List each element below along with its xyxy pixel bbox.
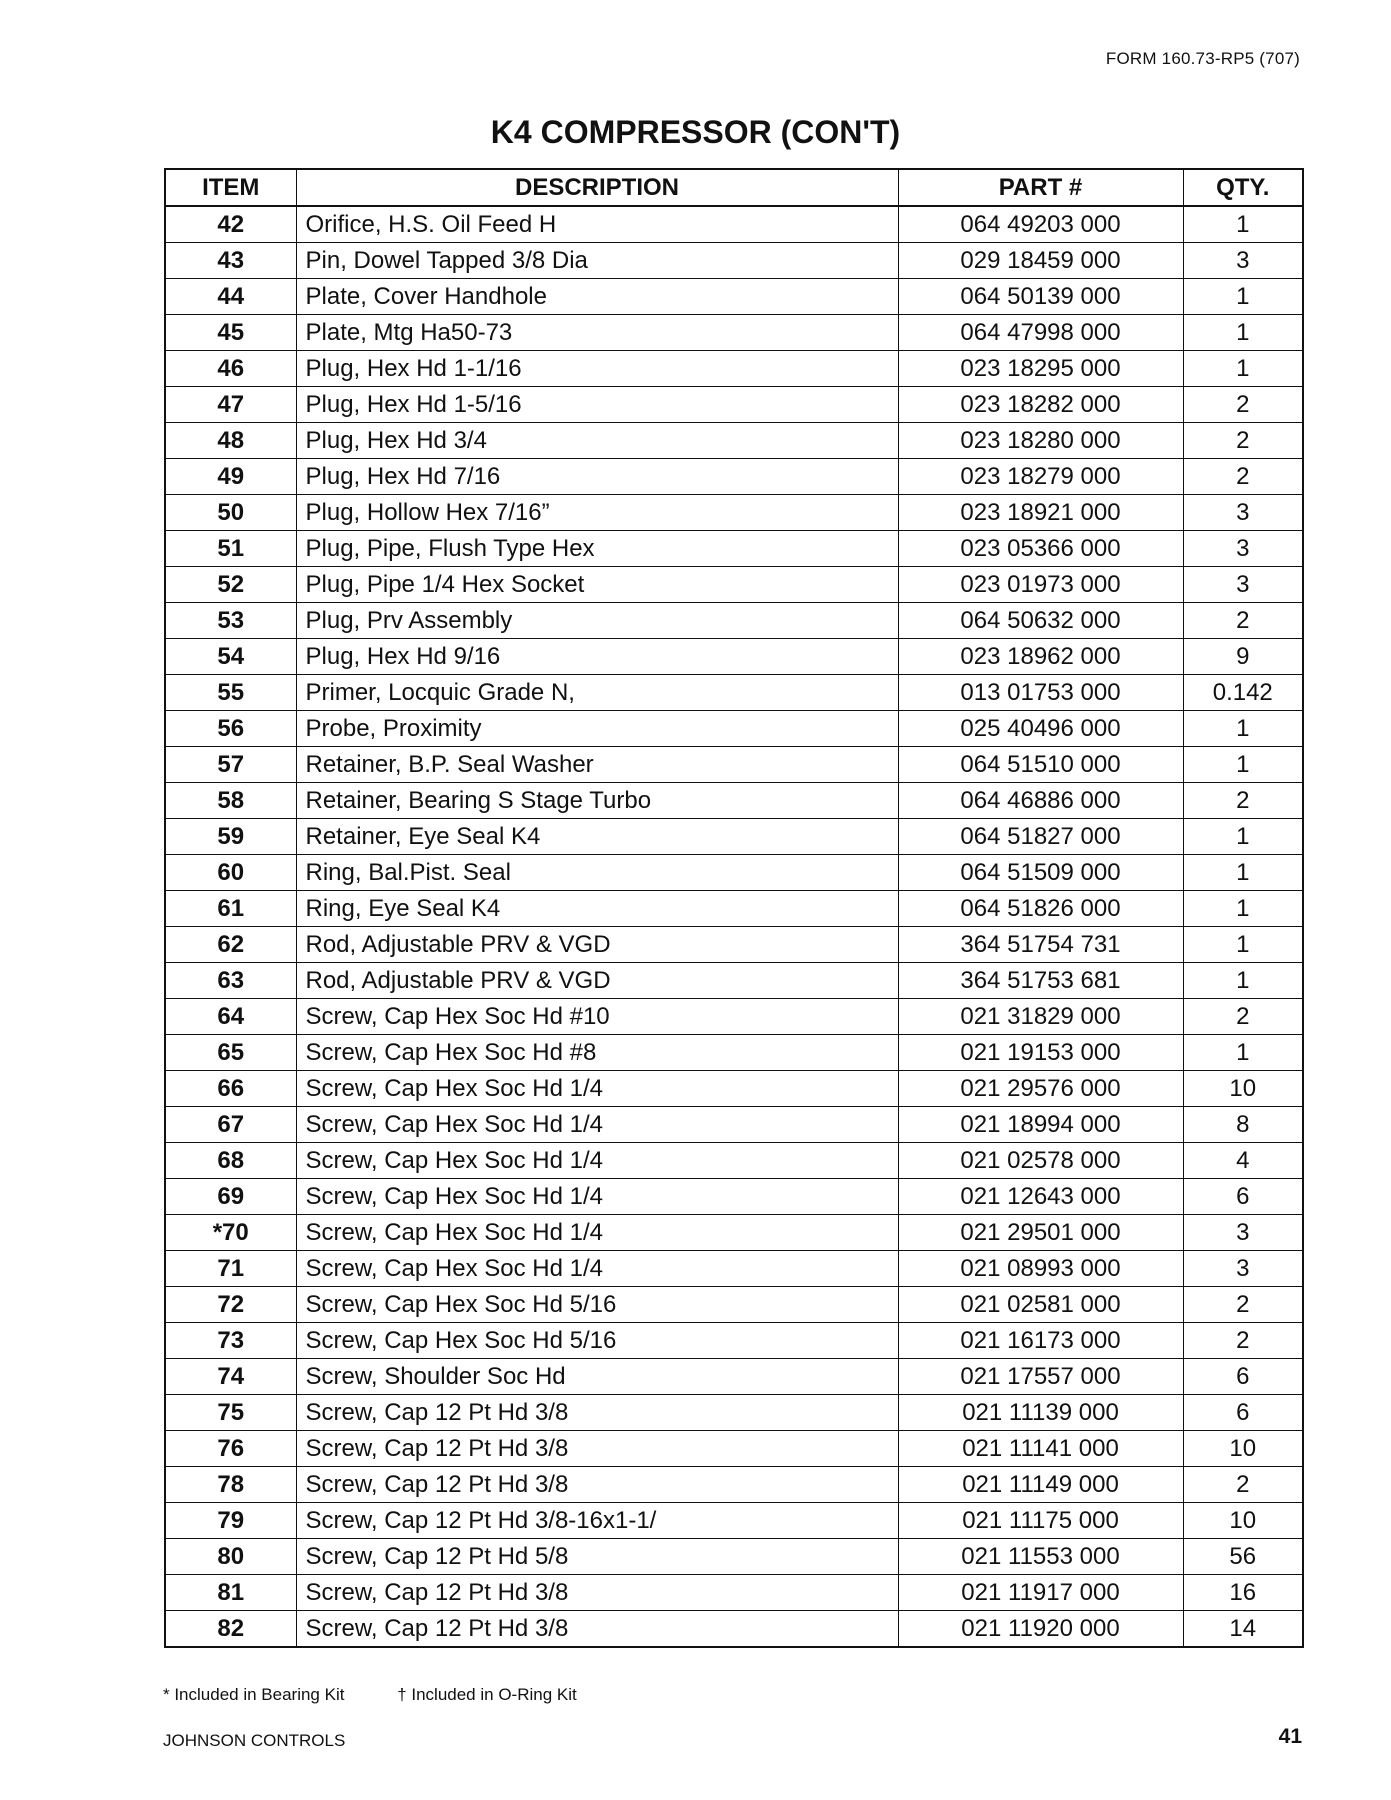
description-cell: Screw, Cap Hex Soc Hd 5/16: [296, 1287, 898, 1323]
part-number-cell: 023 18280 000: [898, 423, 1183, 459]
part-number-cell: 021 11139 000: [898, 1395, 1183, 1431]
item-number-cell: 69: [165, 1179, 296, 1215]
quantity-cell: 6: [1183, 1179, 1303, 1215]
item-number-cell: 80: [165, 1539, 296, 1575]
part-number-cell: 021 31829 000: [898, 999, 1183, 1035]
page-number: 41: [1278, 1725, 1302, 1748]
description-cell: Screw, Cap Hex Soc Hd #10: [296, 999, 898, 1035]
description-cell: Screw, Cap Hex Soc Hd 1/4: [296, 1071, 898, 1107]
quantity-cell: 16: [1183, 1575, 1303, 1611]
quantity-cell: 2: [1183, 783, 1303, 819]
item-number-cell: 51: [165, 531, 296, 567]
item-number-cell: 78: [165, 1467, 296, 1503]
part-number-cell: 021 11141 000: [898, 1431, 1183, 1467]
part-number-cell: 364 51754 731: [898, 927, 1183, 963]
table-row: [165, 891, 1303, 927]
table-row: [165, 999, 1303, 1035]
quantity-cell: 1: [1183, 1035, 1303, 1071]
quantity-cell: 10: [1183, 1071, 1303, 1107]
description-cell: Orifice, H.S. Oil Feed H: [296, 206, 898, 243]
item-number-cell: 57: [165, 747, 296, 783]
column-header-part-number: PART #: [898, 169, 1183, 206]
item-number-cell: 60: [165, 855, 296, 891]
footnote-oring-kit: † Included in O-Ring Kit: [397, 1685, 577, 1704]
item-number-cell: 76: [165, 1431, 296, 1467]
quantity-cell: 3: [1183, 495, 1303, 531]
part-number-cell: 064 51827 000: [898, 819, 1183, 855]
part-number-cell: 064 50139 000: [898, 279, 1183, 315]
table-row: [165, 567, 1303, 603]
table-row: [165, 1503, 1303, 1539]
part-number-cell: 064 51510 000: [898, 747, 1183, 783]
quantity-cell: 2: [1183, 1323, 1303, 1359]
description-cell: Plate, Cover Handhole: [296, 279, 898, 315]
part-number-cell: 023 18962 000: [898, 639, 1183, 675]
description-cell: Primer, Locquic Grade N,: [296, 675, 898, 711]
description-cell: Screw, Cap 12 Pt Hd 3/8: [296, 1431, 898, 1467]
part-number-cell: 064 46886 000: [898, 783, 1183, 819]
table-row: [165, 1215, 1303, 1251]
footer-company: JOHNSON CONTROLS: [163, 1731, 346, 1750]
table-row: [165, 1323, 1303, 1359]
description-cell: Retainer, Bearing S Stage Turbo: [296, 783, 898, 819]
part-number-cell: 021 16173 000: [898, 1323, 1183, 1359]
table-row: [165, 747, 1303, 783]
item-number-cell: 66: [165, 1071, 296, 1107]
part-number-cell: 021 11920 000: [898, 1611, 1183, 1648]
description-cell: Plug, Pipe 1/4 Hex Socket: [296, 567, 898, 603]
table-row: [165, 963, 1303, 999]
description-cell: Plug, Hex Hd 1-1/16: [296, 351, 898, 387]
part-number-cell: 023 18279 000: [898, 459, 1183, 495]
footnote-bearing-kit: * Included in Bearing Kit: [163, 1685, 345, 1704]
item-number-cell: 54: [165, 639, 296, 675]
table-row: [165, 1467, 1303, 1503]
description-cell: Screw, Cap 12 Pt Hd 3/8: [296, 1467, 898, 1503]
description-cell: Probe, Proximity: [296, 711, 898, 747]
table-row: [165, 423, 1303, 459]
table-row: [165, 206, 1303, 243]
description-cell: Screw, Cap 12 Pt Hd 3/8: [296, 1611, 898, 1648]
quantity-cell: 2: [1183, 999, 1303, 1035]
item-number-cell: 79: [165, 1503, 296, 1539]
item-number-cell: 55: [165, 675, 296, 711]
description-cell: Plug, Hex Hd 9/16: [296, 639, 898, 675]
quantity-cell: 2: [1183, 603, 1303, 639]
description-cell: Plug, Hex Hd 3/4: [296, 423, 898, 459]
quantity-cell: 1: [1183, 927, 1303, 963]
description-cell: Plug, Pipe, Flush Type Hex: [296, 531, 898, 567]
table-row: [165, 351, 1303, 387]
table-row: [165, 711, 1303, 747]
quantity-cell: 3: [1183, 1251, 1303, 1287]
description-cell: Screw, Shoulder Soc Hd: [296, 1359, 898, 1395]
part-number-cell: 021 02578 000: [898, 1143, 1183, 1179]
part-number-cell: 021 11175 000: [898, 1503, 1183, 1539]
quantity-cell: 8: [1183, 1107, 1303, 1143]
table-row: [165, 1179, 1303, 1215]
part-number-cell: 021 29501 000: [898, 1215, 1183, 1251]
item-number-cell: 75: [165, 1395, 296, 1431]
description-cell: Screw, Cap Hex Soc Hd 1/4: [296, 1251, 898, 1287]
item-number-cell: 71: [165, 1251, 296, 1287]
table-row: [165, 675, 1303, 711]
quantity-cell: 1: [1183, 747, 1303, 783]
quantity-cell: 10: [1183, 1431, 1303, 1467]
quantity-cell: 2: [1183, 1467, 1303, 1503]
part-number-cell: 023 18295 000: [898, 351, 1183, 387]
table-row: [165, 1575, 1303, 1611]
item-number-cell: 45: [165, 315, 296, 351]
item-number-cell: *70: [165, 1215, 296, 1251]
description-cell: Plug, Hollow Hex 7/16”: [296, 495, 898, 531]
description-cell: Ring, Bal.Pist. Seal: [296, 855, 898, 891]
item-number-cell: 74: [165, 1359, 296, 1395]
quantity-cell: 2: [1183, 459, 1303, 495]
part-number-cell: 064 47998 000: [898, 315, 1183, 351]
part-number-cell: 021 17557 000: [898, 1359, 1183, 1395]
table-row: [165, 315, 1303, 351]
column-header-item: ITEM: [165, 169, 296, 206]
description-cell: Ring, Eye Seal K4: [296, 891, 898, 927]
table-row: [165, 243, 1303, 279]
quantity-cell: 6: [1183, 1395, 1303, 1431]
item-number-cell: 64: [165, 999, 296, 1035]
part-number-cell: 064 50632 000: [898, 603, 1183, 639]
part-number-cell: 021 11553 000: [898, 1539, 1183, 1575]
item-number-cell: 56: [165, 711, 296, 747]
item-number-cell: 47: [165, 387, 296, 423]
part-number-cell: 025 40496 000: [898, 711, 1183, 747]
part-number-cell: 364 51753 681: [898, 963, 1183, 999]
description-cell: Rod, Adjustable PRV & VGD: [296, 963, 898, 999]
description-cell: Screw, Cap 12 Pt Hd 3/8-16x1-1/: [296, 1503, 898, 1539]
quantity-cell: 2: [1183, 387, 1303, 423]
table-row: [165, 1359, 1303, 1395]
item-number-cell: 44: [165, 279, 296, 315]
quantity-cell: 0.142: [1183, 675, 1303, 711]
item-number-cell: 82: [165, 1611, 296, 1648]
part-number-cell: 064 51826 000: [898, 891, 1183, 927]
item-number-cell: 68: [165, 1143, 296, 1179]
column-header-description: DESCRIPTION: [296, 169, 898, 206]
item-number-cell: 62: [165, 927, 296, 963]
table-row: [165, 1539, 1303, 1575]
description-cell: Plug, Hex Hd 1-5/16: [296, 387, 898, 423]
table-row: [165, 279, 1303, 315]
table-row: [165, 1071, 1303, 1107]
table-row: [165, 1143, 1303, 1179]
item-number-cell: 81: [165, 1575, 296, 1611]
quantity-cell: 14: [1183, 1611, 1303, 1648]
description-cell: Screw, Cap Hex Soc Hd 5/16: [296, 1323, 898, 1359]
description-cell: Rod, Adjustable PRV & VGD: [296, 927, 898, 963]
item-number-cell: 50: [165, 495, 296, 531]
quantity-cell: 1: [1183, 206, 1303, 243]
quantity-cell: 1: [1183, 279, 1303, 315]
item-number-cell: 61: [165, 891, 296, 927]
item-number-cell: 43: [165, 243, 296, 279]
table-row: [165, 1431, 1303, 1467]
parts-table-body: [165, 206, 1303, 1647]
quantity-cell: 6: [1183, 1359, 1303, 1395]
table-row: [165, 855, 1303, 891]
description-cell: Screw, Cap 12 Pt Hd 5/8: [296, 1539, 898, 1575]
table-row: [165, 387, 1303, 423]
table-row: [165, 1035, 1303, 1071]
quantity-cell: 1: [1183, 819, 1303, 855]
quantity-cell: 3: [1183, 531, 1303, 567]
table-row: [165, 495, 1303, 531]
table-row: [165, 783, 1303, 819]
quantity-cell: 56: [1183, 1539, 1303, 1575]
quantity-cell: 10: [1183, 1503, 1303, 1539]
quantity-cell: 1: [1183, 351, 1303, 387]
item-number-cell: 65: [165, 1035, 296, 1071]
description-cell: Plug, Hex Hd 7/16: [296, 459, 898, 495]
table-row: [165, 1287, 1303, 1323]
description-cell: Retainer, Eye Seal K4: [296, 819, 898, 855]
form-number: FORM 160.73-RP5 (707): [1105, 49, 1300, 68]
quantity-cell: 9: [1183, 639, 1303, 675]
description-cell: Screw, Cap Hex Soc Hd #8: [296, 1035, 898, 1071]
table-row: [165, 819, 1303, 855]
part-number-cell: 021 11917 000: [898, 1575, 1183, 1611]
item-number-cell: 46: [165, 351, 296, 387]
quantity-cell: 3: [1183, 567, 1303, 603]
quantity-cell: 3: [1183, 1215, 1303, 1251]
item-number-cell: 63: [165, 963, 296, 999]
part-number-cell: 021 02581 000: [898, 1287, 1183, 1323]
part-number-cell: 021 19153 000: [898, 1035, 1183, 1071]
column-header-quantity: QTY.: [1183, 169, 1303, 206]
description-cell: Plate, Mtg Ha50-73: [296, 315, 898, 351]
quantity-cell: 1: [1183, 891, 1303, 927]
quantity-cell: 1: [1183, 855, 1303, 891]
part-number-cell: 023 01973 000: [898, 567, 1183, 603]
table-row: [165, 927, 1303, 963]
item-number-cell: 59: [165, 819, 296, 855]
description-cell: Screw, Cap Hex Soc Hd 1/4: [296, 1179, 898, 1215]
quantity-cell: 1: [1183, 315, 1303, 351]
table-row: [165, 1251, 1303, 1287]
table-row: [165, 603, 1303, 639]
quantity-cell: 2: [1183, 423, 1303, 459]
part-number-cell: 021 12643 000: [898, 1179, 1183, 1215]
part-number-cell: 021 29576 000: [898, 1071, 1183, 1107]
description-cell: Screw, Cap Hex Soc Hd 1/4: [296, 1215, 898, 1251]
table-row: [165, 639, 1303, 675]
description-cell: Screw, Cap 12 Pt Hd 3/8: [296, 1395, 898, 1431]
quantity-cell: 3: [1183, 243, 1303, 279]
part-number-cell: 029 18459 000: [898, 243, 1183, 279]
item-number-cell: 48: [165, 423, 296, 459]
quantity-cell: 2: [1183, 1287, 1303, 1323]
table-row: [165, 1611, 1303, 1648]
table-header-row: [165, 169, 1303, 206]
table-row: [165, 531, 1303, 567]
part-number-cell: 021 11149 000: [898, 1467, 1183, 1503]
part-number-cell: 021 18994 000: [898, 1107, 1183, 1143]
part-number-cell: 013 01753 000: [898, 675, 1183, 711]
quantity-cell: 1: [1183, 711, 1303, 747]
item-number-cell: 53: [165, 603, 296, 639]
part-number-cell: 064 49203 000: [898, 206, 1183, 243]
table-row: [165, 459, 1303, 495]
footnotes: [163, 1685, 577, 1705]
table-row: [165, 1107, 1303, 1143]
part-number-cell: 023 05366 000: [898, 531, 1183, 567]
part-number-cell: 064 51509 000: [898, 855, 1183, 891]
item-number-cell: 73: [165, 1323, 296, 1359]
item-number-cell: 49: [165, 459, 296, 495]
item-number-cell: 42: [165, 206, 296, 243]
item-number-cell: 52: [165, 567, 296, 603]
page-title: K4 COMPRESSOR (CON'T): [490, 114, 901, 150]
item-number-cell: 58: [165, 783, 296, 819]
description-cell: Screw, Cap Hex Soc Hd 1/4: [296, 1143, 898, 1179]
description-cell: Plug, Prv Assembly: [296, 603, 898, 639]
description-cell: Pin, Dowel Tapped 3/8 Dia: [296, 243, 898, 279]
part-number-cell: 021 08993 000: [898, 1251, 1183, 1287]
quantity-cell: 1: [1183, 963, 1303, 999]
description-cell: Retainer, B.P. Seal Washer: [296, 747, 898, 783]
item-number-cell: 72: [165, 1287, 296, 1323]
description-cell: Screw, Cap 12 Pt Hd 3/8: [296, 1575, 898, 1611]
part-number-cell: 023 18921 000: [898, 495, 1183, 531]
table-row: [165, 1395, 1303, 1431]
parts-table: [164, 168, 1304, 1648]
quantity-cell: 4: [1183, 1143, 1303, 1179]
part-number-cell: 023 18282 000: [898, 387, 1183, 423]
item-number-cell: 67: [165, 1107, 296, 1143]
description-cell: Screw, Cap Hex Soc Hd 1/4: [296, 1107, 898, 1143]
